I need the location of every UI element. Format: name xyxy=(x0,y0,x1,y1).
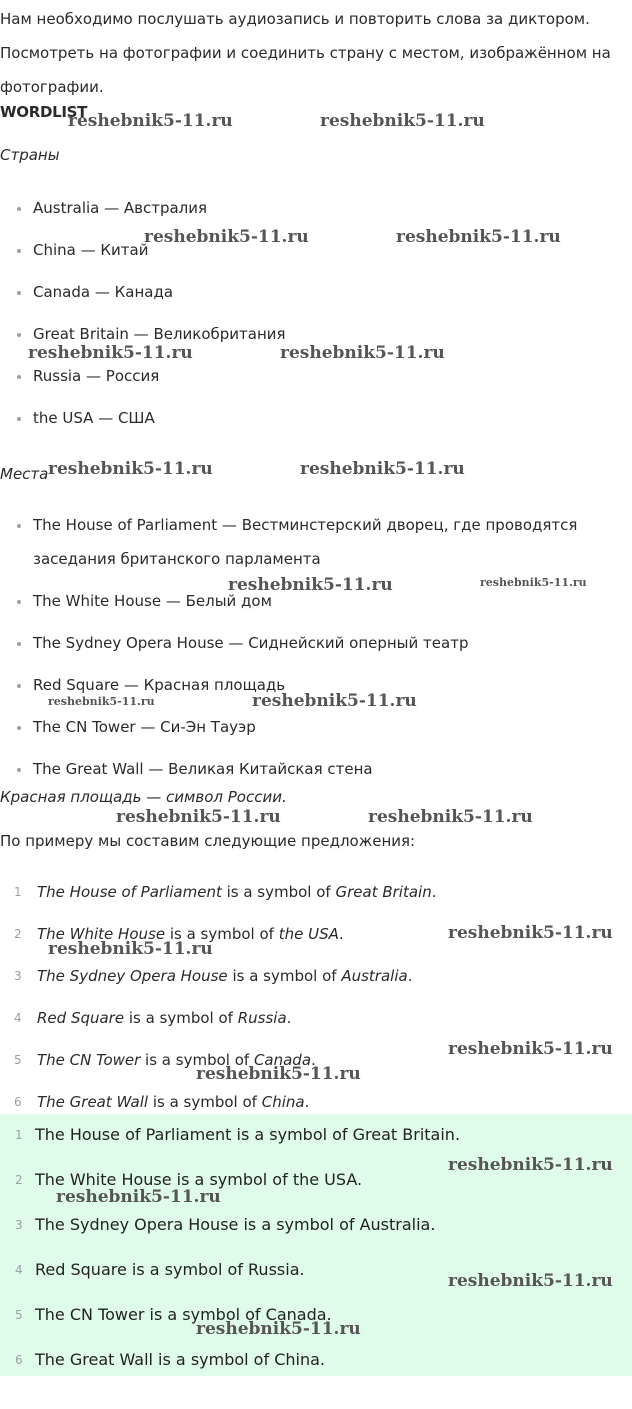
example-place: The White House xyxy=(37,925,166,943)
item-number: 2 xyxy=(14,927,22,941)
list-item: the USA — США xyxy=(0,401,623,435)
list-item: The Great Wall — Великая Китайская стена xyxy=(0,752,623,786)
list-item: China — Китай xyxy=(0,233,623,267)
example-end: . xyxy=(286,1009,292,1027)
list-item: Canada — Канада xyxy=(0,275,623,309)
answer-text: The White House is a symbol of the USA. xyxy=(35,1170,363,1189)
example-country: Russia xyxy=(237,1009,287,1027)
watermark: reshebnik5-11.ru xyxy=(196,1064,361,1084)
answer-text: The House of Parliament is a symbol of Great Britain. xyxy=(35,1125,461,1144)
example-note: Красная площадь — символ России. xyxy=(0,788,287,806)
example-item xyxy=(0,1001,437,1043)
example-middle: is a symbol of xyxy=(140,1051,254,1069)
watermark: reshebnik5-11.ru xyxy=(320,111,485,131)
example-item xyxy=(0,875,437,917)
item-number: 1 xyxy=(15,1128,23,1142)
answer-text: The Great Wall is a symbol of China. xyxy=(35,1350,325,1369)
watermark: reshebnik5-11.ru xyxy=(48,695,155,708)
watermark: reshebnik5-11.ru xyxy=(448,1271,613,1291)
list-item: The Sydney Opera House — Сиднейский оперный театр xyxy=(0,626,623,660)
watermark: reshebnik5-11.ru xyxy=(68,111,233,131)
watermark: reshebnik5-11.ru xyxy=(300,459,465,479)
answer-item xyxy=(0,1343,460,1388)
answer-text: Red Square is a symbol of Russia. xyxy=(35,1260,305,1279)
examples-list xyxy=(0,875,437,1127)
watermark: reshebnik5-11.ru xyxy=(396,227,561,247)
example-middle: is a symbol of xyxy=(148,1093,262,1111)
watermark: reshebnik5-11.ru xyxy=(448,923,613,943)
example-end: . xyxy=(338,925,344,943)
watermark: reshebnik5-11.ru xyxy=(448,1039,613,1059)
watermark: reshebnik5-11.ru xyxy=(252,691,417,711)
item-number: 4 xyxy=(15,1263,23,1277)
item-number: 3 xyxy=(14,969,22,983)
example-place: The Sydney Opera House xyxy=(37,967,228,985)
item-number: 5 xyxy=(14,1053,22,1067)
watermark: reshebnik5-11.ru xyxy=(144,227,309,247)
answer-text: The CN Tower is a symbol of Canada. xyxy=(35,1305,332,1324)
example-end: . xyxy=(431,883,437,901)
example-country: Canada xyxy=(253,1051,312,1069)
example-end: . xyxy=(407,967,413,985)
example-middle: is a symbol of xyxy=(124,1009,238,1027)
example-place: The Great Wall xyxy=(37,1093,149,1111)
example-country: Australia xyxy=(341,967,408,985)
example-country: China xyxy=(261,1093,305,1111)
watermark: reshebnik5-11.ru xyxy=(448,1155,613,1175)
item-number: 3 xyxy=(15,1218,23,1232)
example-place: The CN Tower xyxy=(37,1051,141,1069)
example-end: . xyxy=(311,1051,316,1069)
example-middle: is a symbol of xyxy=(165,925,279,943)
item-number: 4 xyxy=(14,1011,22,1025)
answer-item xyxy=(0,1208,460,1253)
watermark: reshebnik5-11.ru xyxy=(116,807,281,827)
answer-text: The Sydney Opera House is a symbol of Australia. xyxy=(35,1215,436,1234)
list-item: Great Britain — Великобритания xyxy=(0,317,623,351)
watermark: reshebnik5-11.ru xyxy=(228,575,393,595)
lead-text: По примеру мы составим следующие предложения: xyxy=(0,832,416,850)
watermark: reshebnik5-11.ru xyxy=(480,576,587,589)
intro-line-1: Нам необходимо послушать аудиозапись и повторить слова за диктором. xyxy=(0,10,590,28)
example-item xyxy=(0,959,437,1001)
item-number: 6 xyxy=(14,1095,22,1109)
example-middle: is a symbol of xyxy=(227,967,342,985)
watermark: reshebnik5-11.ru xyxy=(368,807,533,827)
example-place: Red Square xyxy=(37,1009,125,1027)
example-middle: is a symbol of xyxy=(221,883,336,901)
list-item: Australia — Австралия xyxy=(0,191,623,225)
answer-item xyxy=(0,1253,460,1298)
list-item: Red Square — Красная площадь xyxy=(0,668,623,702)
places-list xyxy=(0,508,623,794)
example-country: the USA xyxy=(278,925,339,943)
wordlist-heading: WORDLIST xyxy=(0,103,88,121)
item-number: 5 xyxy=(15,1308,23,1322)
answers-list xyxy=(0,1118,460,1388)
list-item: The White House — Белый дом xyxy=(0,584,623,618)
places-heading: Места xyxy=(0,465,49,483)
item-number: 1 xyxy=(14,885,22,899)
list-item: The House of Parliament — Вестминстерский дворец, где проводятся заседания британского парламента xyxy=(0,508,623,576)
watermark: reshebnik5-11.ru xyxy=(48,939,213,959)
intro-text xyxy=(0,2,628,104)
watermark: reshebnik5-11.ru xyxy=(48,459,213,479)
example-end: . xyxy=(304,1093,310,1111)
watermark: reshebnik5-11.ru xyxy=(280,343,445,363)
item-number: 6 xyxy=(15,1353,23,1367)
countries-heading: Страны xyxy=(0,146,60,164)
watermark: reshebnik5-11.ru xyxy=(196,1319,361,1339)
intro-line-2: Посмотреть на фотографии и соединить страну с местом, изображённом на фотографии. xyxy=(0,44,611,96)
list-item: The CN Tower — Си-Эн Тауэр xyxy=(0,710,623,744)
answer-item xyxy=(0,1118,460,1163)
item-number: 2 xyxy=(15,1173,23,1187)
watermark: reshebnik5-11.ru xyxy=(28,343,193,363)
example-place: The House of Parliament xyxy=(37,883,222,901)
list-item: Russia — Россия xyxy=(0,359,623,393)
watermark: reshebnik5-11.ru xyxy=(56,1187,221,1207)
example-country: Great Britain xyxy=(335,883,432,901)
